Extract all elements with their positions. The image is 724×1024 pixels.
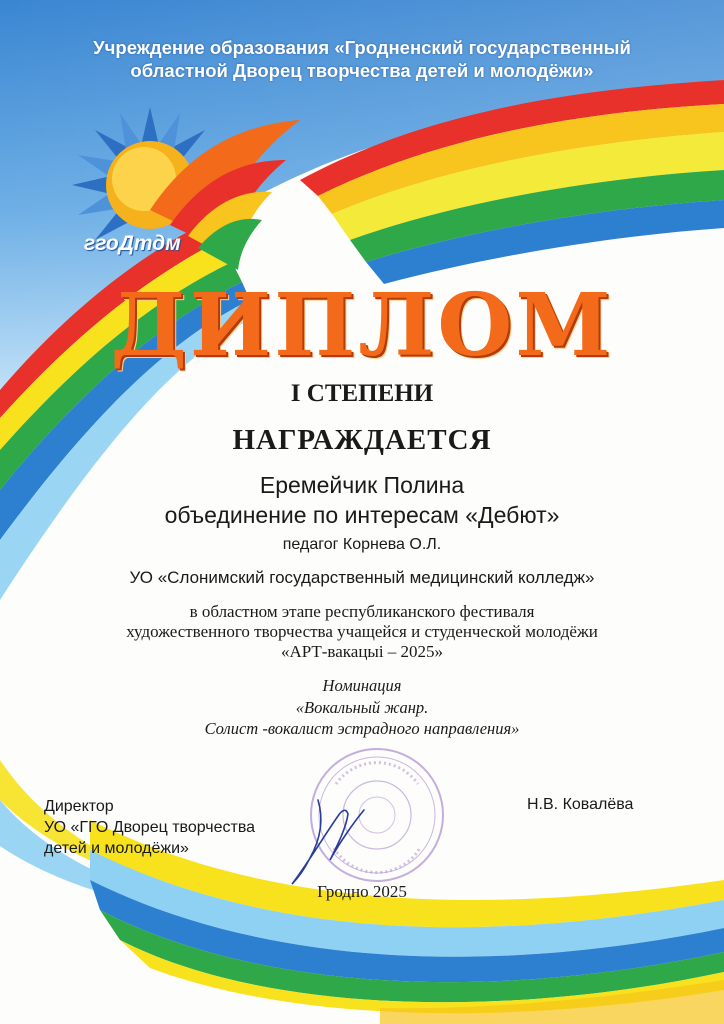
event-description (0, 602, 724, 662)
city-year: Гродно 2025 (317, 882, 407, 901)
issuer-line-2: областной Дворец творчества детей и молодёжи» (130, 60, 594, 81)
director-block (44, 796, 255, 859)
logo-label: ггоДтдм (84, 232, 181, 255)
event-line-3: «АРТ-вакацыі – 2025» (280, 642, 444, 661)
recipient-name: Еремейчик Полина (259, 472, 465, 498)
nomination-line-1: «Вокальный жанр. (295, 698, 429, 717)
director-signature (280, 780, 390, 890)
diploma-title: ДИПЛОМ (110, 275, 614, 376)
director-title: Директор (44, 798, 114, 815)
degree-label: I СТЕПЕНИ (290, 380, 434, 407)
issuer-header (0, 36, 724, 82)
event-line-1: в областном этапе республиканского фестиваля (189, 602, 535, 621)
institution-name: УО «Слонимский государственный медицинский колледж» (129, 568, 595, 587)
director-org-line-2: детей и молодёжи» (44, 840, 189, 857)
signer-name: Н.В. Ковалёва (527, 796, 634, 813)
nomination-line-2: Солист -вокалист эстрадного направления» (204, 719, 520, 738)
nomination-text (0, 697, 724, 739)
nomination-title: Номинация (322, 676, 402, 695)
teacher-name: педагог Корнева О.Л. (282, 536, 442, 553)
event-line-2: художественного творчества учащейся и студенческой молодёжи (126, 622, 598, 641)
recipient-group: объединение по интересам «Дебют» (164, 502, 560, 528)
awarded-label: НАГРАЖДАЕТСЯ (232, 424, 492, 456)
issuer-line-1: Учреждение образования «Гродненский государственный (93, 37, 631, 58)
director-org-line-1: УО «ГГО Дворец творчества (44, 819, 256, 836)
